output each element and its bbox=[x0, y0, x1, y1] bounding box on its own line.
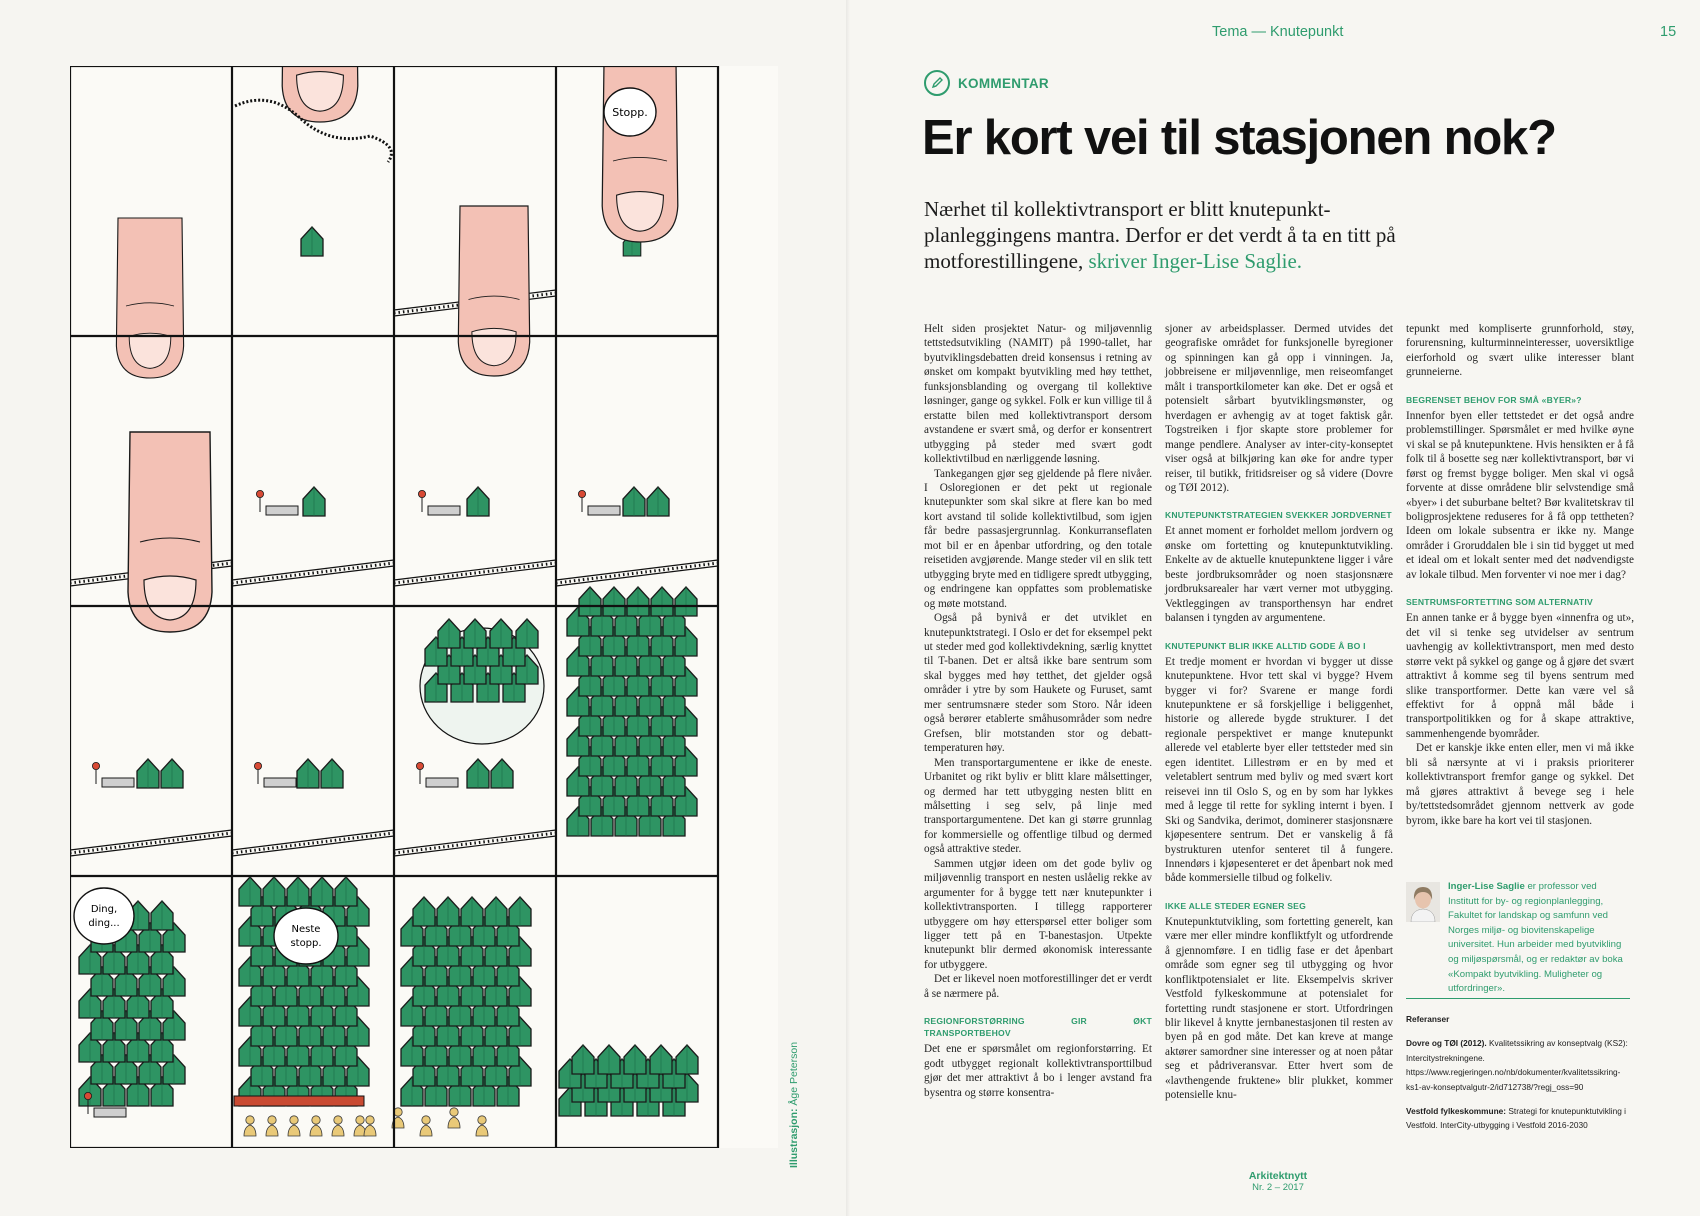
bio-name: Inger-Lise Saglie bbox=[1448, 881, 1525, 892]
section-subheading: KNUTEPUNKTSTRATEGIEN SVEKKER JORDVERNET bbox=[1165, 510, 1392, 521]
section-subheading: KNUTEPUNKT BLIR IKKE ALLTID GODE Å BO I bbox=[1165, 640, 1366, 651]
body-paragraph: Det ene er spørsmålet om regionforstørring. Et godt utbygget regionalt kollektivtransporttilbud gjør det mer attraktivt å bo i lenger avstand fra bysentra og større konsentra- bbox=[924, 1043, 1152, 1099]
pen-circle-icon bbox=[924, 70, 950, 96]
body-paragraph: Helt siden prosjektet Natur- og miljøvennlig tettstedsutvikling (NAMIT) på 1990-tallet, har byutviklingsdebatten dreid konsensus i retning av ønsket om kompakt byutvikling med høy tetthet, funksjonsblanding og overgang til kollektive løsninger, gange og sykkel. Folk er kun villige til å erstatte bilen med kollektivtransport dersom avstandene er svært små, og derfor er konsentrert utbygging på steder med svært godt kollektivtilbud en nærliggende løsning. bbox=[924, 323, 1152, 466]
section-subheading: SENTRUMSFORTETTING SOM ALTERNATIV bbox=[1406, 597, 1593, 608]
speech-bubble-stopp bbox=[604, 88, 656, 136]
body-paragraph: Det er kanskje ikke enten eller, men vi må ikke bli så nærsynte at vi i praksis prioriterer kollektivtransport fremfor gange og sykkel. Det må gjøres attraktivt å bevege seg i hele by/tettstedsområdet gjennom nettverk av gode byrom, ikke bare ha kort vei til stasjonen. bbox=[1406, 742, 1634, 827]
lede-text: Nærhet til kollektivtransport er blitt knutepunktplanleggingens mantra. Derfor er det verdt å ta en titt på motforestillingene, bbox=[924, 197, 1396, 273]
train-icon bbox=[234, 1096, 364, 1106]
issue-number: Nr. 2 – 2017 bbox=[1252, 1182, 1304, 1193]
section-subheading: BEGRENSET BEHOV FOR SMÅ «BYER»? bbox=[1406, 394, 1582, 405]
comic-strip-illustration bbox=[70, 66, 778, 1148]
lede-author: skriver Inger-Lise Saglie. bbox=[1083, 249, 1303, 273]
bio-text bbox=[1448, 880, 1630, 997]
section-subheading: IKKE ALLE STEDER EGNER SEG bbox=[1165, 900, 1306, 911]
page-number: 15 bbox=[1660, 24, 1677, 40]
article-column-1 bbox=[924, 322, 1152, 1100]
article-column-3 bbox=[1406, 322, 1634, 828]
svg-text:stopp.: stopp. bbox=[290, 938, 322, 949]
comic-grid bbox=[70, 66, 778, 1148]
bio-divider bbox=[1406, 998, 1630, 999]
body-paragraph: Tankegangen gjør seg gjeldende på flere nivåer. I Osloregionen er det pekt ut regionale knutepunkter som skal sikre at flere kan bo med kort avstand til solide kollektivtilbud, som igjen får bedre passasjergrunnlag. Konkurranseflaten mot bil er en åpenbar utfordring, og den totale reisetiden avgjørende. Mange steder vil en slik tett utbygging bryte med en tidligere spredt utbygging, og endringene kan oppfattes som problematiske og møte motstand. bbox=[924, 467, 1152, 610]
body-paragraph: Det er likevel noen motforestillinger det er verdt å se nærmere på. bbox=[924, 973, 1152, 1000]
running-head: Tema — Knutepunkt bbox=[1212, 24, 1344, 40]
author-bio bbox=[1406, 880, 1630, 997]
svg-text:ding...: ding... bbox=[88, 918, 120, 929]
speech-bubble-neste-stopp bbox=[274, 908, 338, 964]
kicker-label: KOMMENTAR bbox=[958, 75, 1049, 91]
section-kicker bbox=[924, 70, 1049, 96]
author-photo bbox=[1406, 882, 1440, 922]
body-paragraph: En annen tanke er å bygge byen «innenfra og ut», det vil si tenke seg utvidelser av sentrum uavhengig av kollektivtransport, men med desto større vekt på sykkel og gange og å gjøre det svært attraktivt å komme seg til byens sentrum med slike transportformer. Dette kan være vel så effektivt for å oppnå mål både i transportpolitikken og for å skape attraktive, sammenhengende byområder. bbox=[1406, 612, 1634, 740]
finger-icon bbox=[128, 432, 212, 632]
page-footer bbox=[1218, 1170, 1338, 1193]
references-title: Referanser bbox=[1406, 1014, 1450, 1024]
body-paragraph: Men transportargumentene er ikke de eneste. Urbanitet og rikt byliv er blitt klare målsettinger, og dermed har tett utbygging nesten blitt en målsetting i seg selv, på linje med transportargumentene. Det kan gi større grunnlag for kommersielle og offentlige tilbud og dermed også attraktive steder. bbox=[924, 756, 1152, 856]
bio-description: er professor ved Institutt for by- og regionplanlegging, Fakultet for landskap og samfunn ved Norges miljø- og biovitenskapelige universitet. Hun arbeider med byutvikling og miljøspørsmål, og er redaktør av boka «Kompakt byutvikling. Muligheter og utfordringer». bbox=[1448, 881, 1623, 995]
body-paragraph: Også på bynivå er det utviklet en knutepunktstrategi. I Oslo er det for eksempel pekt ut steder med god kollektivdekning, særlig knyttet til T-banen. Det er altså ikke bare sentrum som skal bygges med høy tetthet, det gjelder også områder i ytre by som Haukete og Furuset, samt mer sentrumsnære steder som Storo. Når ideen også berører etablerte småhusområder som nedre Grefsen, blir motstanden stor og debatt-temperaturen høy. bbox=[924, 612, 1152, 755]
finger-icon bbox=[116, 218, 183, 378]
finger-icon bbox=[458, 206, 529, 376]
svg-text:Neste: Neste bbox=[291, 924, 321, 935]
magazine-name: Arkitektnytt bbox=[1248, 1170, 1308, 1182]
body-paragraph: Sammen utgjør ideen om det gode byliv og miljøvennlig transport en nesten uslåelig rekke av argumenter for å bygge tett nær knutepunkter i kollektivtransporten. I tillegg rapporterer utbyggere om høy etterspørsel etter boliger som ligger tett på en T-banestasjon. Utpekte knutepunkt blir dermed økonomisk interessante for utbyggere. bbox=[924, 857, 1152, 971]
body-paragraph: sjoner av arbeidsplasser. Dermed utvides det geografiske området for funksjonelle byregioner og spinningen kan gå opp i vinningen. Ja, jobbreisene er miljøvennlige, men reiseomfanget målt i transportkilometer kan øke. Det er også et potensielt sårbart byutviklingsmønster, og hverdagen er avhengig av at toget faktisk går. Togstreiken i fjor skapte store problemer for mange pendlere. Analyser av inter-city-konseptet viser også at bilkjøring kan øke for andre typer reiser, til butikk, fritidsreiser og så videre (Dovre og TØI 2012). bbox=[1165, 323, 1393, 494]
section-subheading: REGIONFORSTØRRING GIR ØKT TRANSPORTBEHOV bbox=[924, 1016, 1152, 1039]
finger-icon bbox=[282, 66, 358, 122]
body-paragraph: Et tredje moment er hvordan vi bygger ut disse knutepunktene. Hvor tett skal vi bygge? Hvem bygger vi for? Svarene er mange fordi knutepunktene er så forskjellige i beliggenhet, historie og allerede bygde strukturer. I det regionale perspektivet er mange knutepunkt allerede vel etablerte byer eller tettsteder med sin egen identitet. Lillestrøm er en by med et veletablert sentrum med byliv og med svært kort reisevei inn til Oslo S, og en by som har lykkes med å legge til rette for sykling internt i byen. I Ski og Sandvika, derimot, dominerer stasjonsnære kjøpesentere sentrum. Det er vanskelig å få bystrukturen utenfor senteret til å fungere. Innendørs i kjøpesenteret er det åpenbart nok med både kommersielle tilbud og folkeliv. bbox=[1165, 655, 1393, 885]
illustration-credit: Illustrasjon: Åge Peterson bbox=[788, 1041, 800, 1168]
reference-item: Dovre og TØI (2012). Kvalitetssikring av konseptvalg (KS2): Intercitystrekningene. https://www.regjeringen.no/nb/dokumenter/kvalitetssikring-ks1-av-konseptvalgutr-2/id712738/?regj_oss=90 bbox=[1406, 1038, 1628, 1092]
body-paragraph: Knutepunktutvikling, som fortetting generelt, kan være mer eller mindre konfliktfylt og utfordrende å gjennomføre. I en tidlig fase er det åpenbart område som egner seg til utbygging og hvor konfliktpotensialet er lite. Eksempelvis skriver Vestfold fylkeskommune at potensialet for fortetting rundt stasjonene er stort. Utfordringen blir likevel å knytte jernbanestasjonen til resten av byen på en god måte. Det kan kreve at mange aktører samordner sine interesser og at noen påtar seg et pådriveransvar. Etter hvert som de «lavthengende fruktene» blir plukket, kommer potensielle knu- bbox=[1165, 915, 1393, 1102]
references bbox=[1406, 1012, 1632, 1143]
svg-text:Ding,: Ding, bbox=[90, 904, 118, 915]
article-lede bbox=[924, 196, 1444, 274]
body-paragraph: Innenfor byen eller tettstedet er det også andre problemstillinger. Spørsmålet er med hvilke øyne vi skal se på knutepunktene. Hvis hensikten er å få folk til å bosette seg nær kollektivtransport, bør vi først og fremst bygge boliger. Men skal vi også forvente at disse områdene blir selvstendige små «byer» i det suburbane beltet? Bør kvalitetskrav til boligprosjektene reduseres for å få opp tettheten? Ideen om lokale subsentra er ikke ny. Mange områder i Groruddalen ble i sin tid bygget ut med et ideal om et lokalt senter med det nødvendigste av lokale tilbud. Men forventer vi noe mer i dag? bbox=[1406, 409, 1634, 581]
reference-item: Vestfold fylkeskommune: Strategi for knutepunktutvikling i Vestfold. InterCity-utbygging i Vestfold 2016-2030 bbox=[1406, 1106, 1626, 1131]
article-column-2 bbox=[1165, 322, 1393, 1103]
svg-text:Stopp.: Stopp. bbox=[612, 106, 648, 119]
speech-bubble-ding bbox=[74, 888, 134, 944]
body-paragraph: Et annet moment er forholdet mellom jordvern og ønske om fortetting og knutepunktutvikling. Enkelte av de aktuelle knutepunktene ligger i våre beste jordbruksområder og noen stasjonsnære jordbruksarealer har vært verner mot utbygging. Vektleggingen av transporthensyn har endret balansen i tyngden av argumentene. bbox=[1165, 525, 1393, 625]
article-headline: Er kort vei til stasjonen nok? bbox=[922, 111, 1556, 165]
body-paragraph: tepunkt med kompliserte grunnforhold, støy, forurensning, kulturminneinteresser, uoversiktlige eierforhold og svært ulike interesser blant grunneierne. bbox=[1406, 323, 1634, 379]
